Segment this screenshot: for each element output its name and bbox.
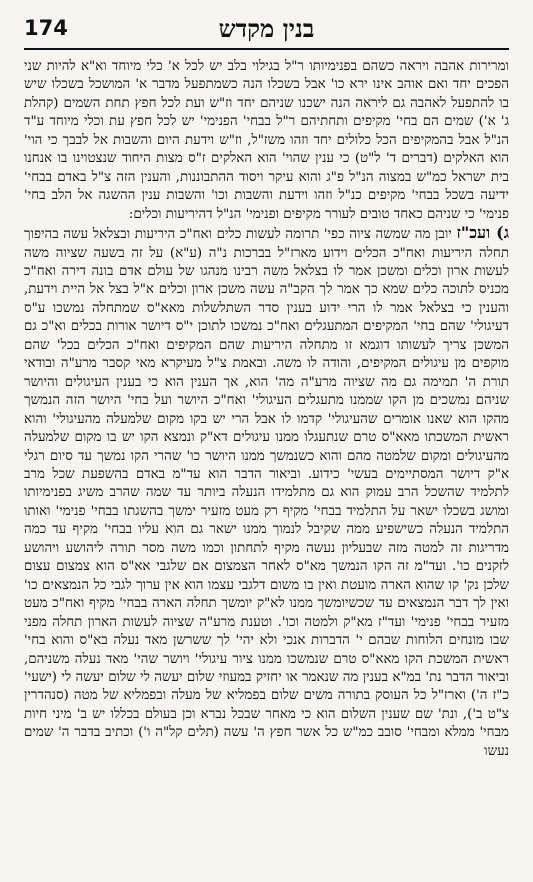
page-number: 174 bbox=[24, 16, 68, 40]
paragraph-1 bbox=[24, 58, 509, 224]
body-text bbox=[24, 58, 509, 761]
paragraph-2-text: יובן מה שמשה ציוה כפי' תרומה לעשות כלים ואח"כ היריעות ובצלאל עשה בהיפוך תחלה היריעות ואח"כ הכלים וידוע מארז"ל בברכות נ"ה (ע"א) על זה בשעה שציוה משה לעשות ארון וכלים ומשכן אמר לו בצלאל משה רבינו מנהגו של עולם אדם בונה דירה ואח"כ מכניס לתוכה כלים שמא כך אמר לך הקב"ה עשה משכן ארון וכלים א"ל בצל אל היית וידעת, והענין כי בצלאל אמר לו הרי ידוע בענין סדר השתלשלות מאא"ס שמתחלה נמשכו ע"ס דעיגולי' שהם בחי' המקיפים המתעגלים ואח"כ נמשכו לתוכן י"ס דיושר אורות בכלים וא"כ גם המשכן צריך לעשותו דוגמא זו מתחלה היריעות שהם המקיפים ואח"כ הכלים בכל' שהם מוקפים מן עיגולים המקיפים, והודה לו משה. ובאמת צ"ל מעיקרא מאי קסבר מרע"ה ובודאי תורת ה' תמימה גם מה שציוה מרע"ה מה' הוא, אך הענין הוא כי בענין העיגולים והיושר שניהם נמשכים מן הקו שממנו מתעגלים העיגולי' ואח"כ היושר ועל בחי' היושר הזה הנמשך מהקו הוא שאנו אומרים שהעיגולי' קדמו לו אבל הרי יש בקו מקום שלמעלה מהעיגולי' והוא ראשית המשכתו מאא"ס טרם שנתעגלו ממנו עיגולים דא"ק ונמצא הקו יש בו מקום שלמעלה מהעיגולים ומקום שלמטה מהם והוא כשנמשך ממנו היושר כו' שהרי הקו נמשך עד סיום רגלי א"ק דיושר המסתיימים בעשי' כידוע. וביאור הדבר הוא עד"מ באדם בהשפעת שכל מרב לתלמיד שהשכל הרב עמוק הוא גם מתלמידו הנעלה ביותר עד שמה שהרב משיג בפנימיותו ומושג בשכלו ישאר על התלמיד בבחי' מקיף רק מעט מזעיר ימשך בהשגתו בבחי' פנימי' ואותו התלמיד הנעלה כשישפיע ממה שקיבל לנמוך ממנו ישאר גם הוא עליו בבחי' מקיף עד כמה מדריגות זה למטה מזה שבעליון נעשה מקיף לתחתון וכמו משה מסר תורה ליהושע ויהושע לזקנים כו'. ועד"מ זה הקו הנמשך מא"ס לאחר הצמצום אם שלגבי אא"ס הוא צמצום עצום שלכן נק' קו שהוא הארה מועטת ואין בו משום דלגבי עצמו הוא אין ערוך לגבי כל הנמצאים כו' ואין לך דבר הנמצאים עד שכשיומשך ממנו לא"ק יומשך תחלה הארה בבחי' מקיף ואח"כ מעט מזעיר בבחי' פנימי' ועד"ז מא"ק ולמטה וכו'. וטענת מרע"ה שציוה לעשות הארון תחלה מפני שבו מונחים הלוחות שבהם י' הדברות אנכי ולא יהי' לך ששרשן מאד נעלה בא"ס והוא בחי' ראשית המשכת הקו מאא"ס טרם שנמשכו ממנו ציור עיגולי' ויושר שהי' מאד נעלה משניהם, וביאור הדבר נת' במ"א בענין מה שנאמר או יחזיק במעוזי שלום יעשה לי שלום יעשה לי (ישעי' כ"ז ה') וארז"ל כל העוסק בתורה משים שלום בפמליא של מעלה ובפמליא של מטה (סנהדרין צ"ט ב'), ונת' שם שענין השלום הוא כי מאחר שבכל נברא וכן בעולם בכללו יש ב' מיני חיות מבחי' ממלא ומבחי' סובב כמ"ש כל אשר חפץ ה' עשה (תלים קל"ה ו') וכתיב בדבר ה' שמים נעשו bbox=[24, 227, 509, 759]
running-title: בנין מקדש bbox=[218, 14, 315, 43]
paragraph-2-lead: ג) ועכ"ז bbox=[456, 223, 509, 243]
paragraph-1-text: ומרירות אהבה ויראה כשהם בפנימיותו ר"ל בגילוי בלב יש לכל א' כלי מיוחד וא"א להיות שני הפכים יחד ואם אוהב אינו ירא כו' אבל בשכלו הנה כשמתפעל מדבר א' המושכל בשכלו שיש בו להתפעל לאהבה גם ליראה הנה ישכנו שניהם יחד וז"ש ועת לכל חפץ תחת השמים (קהלת ג' א') שמים הם בחי' מקיפים ותחתיהם ר"ל בבחי' הפנימי' יש לכל חפץ עת וכלי מיוחד ע"ד הנ"ל אבל בהמקיפים הכל כלולים יחד וזהו משז"ל, וז"ש וידעת היום והשבות אל לבבך כי הוי' הוא האלקים (דברים ד' ל"ט) כי ענין שהוי' הוא האלקים ז"ס מצות היחוד שנצטוינו בו אנחנו בית ישראל כמ"ש במצוה הנ"ל פ"ג והוא עיקר ויסוד ההתבוננות, והענין הזה צ"ל באדם בבחי' ידיעה בשכל בבחי' מקיפים כנ"ל וזהו וידעת והשבות וכו' והשבות ענין ההשגה אל הלב בחי' פנימי' כי שניהם כאחד טובים לעורר מקיפים ופנימי' הנ"ל דהיריעות וכלים: bbox=[24, 59, 509, 222]
page-header bbox=[24, 14, 509, 50]
paragraph-2 bbox=[24, 224, 509, 761]
